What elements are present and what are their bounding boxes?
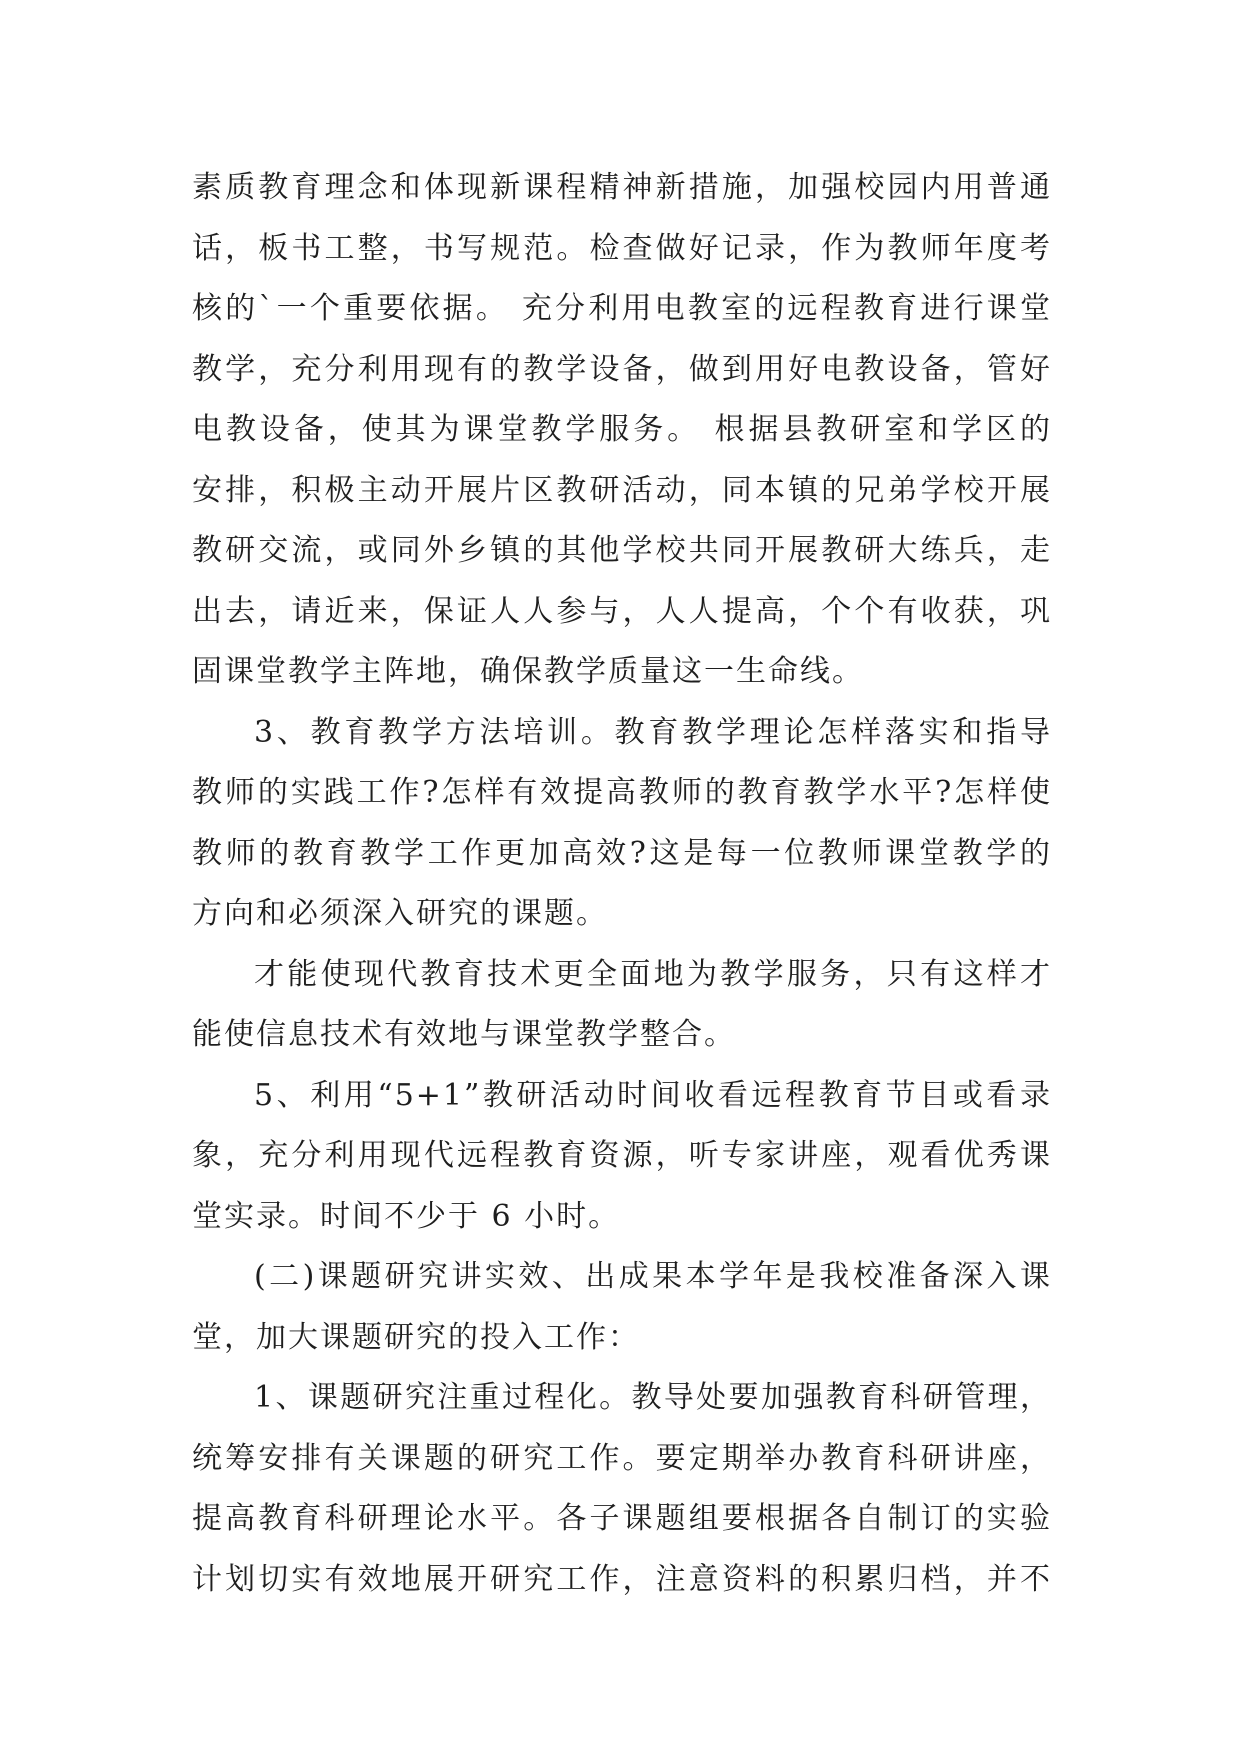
text-line: 计划切实有效地展开研究工作，注意资料的积累归档，并不 xyxy=(192,1561,1052,1597)
text-line: 教学，充分利用现有的教学设备，做到用好电教设备，管好 xyxy=(192,351,1052,387)
text-line: 堂实录。时间不少于 6 小时。 xyxy=(192,1198,621,1234)
text-line: 出去，请近来，保证人人参与，人人提高，个个有收获，巩 xyxy=(192,593,1052,629)
text-line: 教师的实践工作?怎样有效提高教师的教育教学水平?怎样使 xyxy=(192,775,1052,810)
text-line: 象，充分利用现代远程教育资源，听专家讲座，观看优秀课 xyxy=(192,1138,1052,1173)
text-line: 提高教育科研理论水平。各子课题组要根据各自制订的实验 xyxy=(192,1501,1052,1536)
text-line: 能使信息技术有效地与课堂教学整合。 xyxy=(192,1017,736,1052)
paragraph-first-line: 3、教育教学方法培训。教育教学理论怎样落实和指导 xyxy=(254,714,1052,750)
paragraph-first-line: (二)课题研究讲实效、出成果本学年是我校准备深入课 xyxy=(254,1259,1052,1294)
paragraph-first-line: 才能使现代教育技术更全面地为教学服务，只有这样才 xyxy=(254,956,1052,992)
paragraph-first-line: 1、课题研究注重过程化。教导处要加强教育科研管理， xyxy=(254,1380,1052,1415)
text-line: 统筹安排有关课题的研究工作。要定期举办教育科研讲座， xyxy=(192,1440,1052,1476)
text-line: 固课堂教学主阵地，确保教学质量这一生命线。 xyxy=(192,654,864,689)
text-line: 方向和必须深入研究的课题。 xyxy=(192,896,608,931)
text-line: 话，板书工整，书写规范。检查做好记录，作为教师年度考 xyxy=(192,230,1052,266)
text-line: 安排，积极主动开展片区教研活动，同本镇的兄弟学校开展 xyxy=(192,472,1052,508)
text-line: 核的`一个重要依据。 充分利用电教室的远程教育进行课堂 xyxy=(192,291,1052,326)
text-line: 教研交流，或同外乡镇的其他学校共同开展教研大练兵，走 xyxy=(192,533,1052,568)
paragraph-first-line: 5、利用“5+1”教研活动时间收看远程教育节目或看录 xyxy=(254,1077,1052,1113)
body-text xyxy=(192,158,1052,1610)
text-line: 教师的教育教学工作更加高效?这是每一位教师课堂教学的 xyxy=(192,835,1052,871)
text-line: 素质教育理念和体现新课程精神新措施，加强校园内用普通 xyxy=(192,170,1052,205)
text-line: 堂，加大课题研究的投入工作： xyxy=(192,1319,640,1355)
text-line: 电教设备，使其为课堂教学服务。 根据县教研室和学区的 xyxy=(192,412,1052,447)
